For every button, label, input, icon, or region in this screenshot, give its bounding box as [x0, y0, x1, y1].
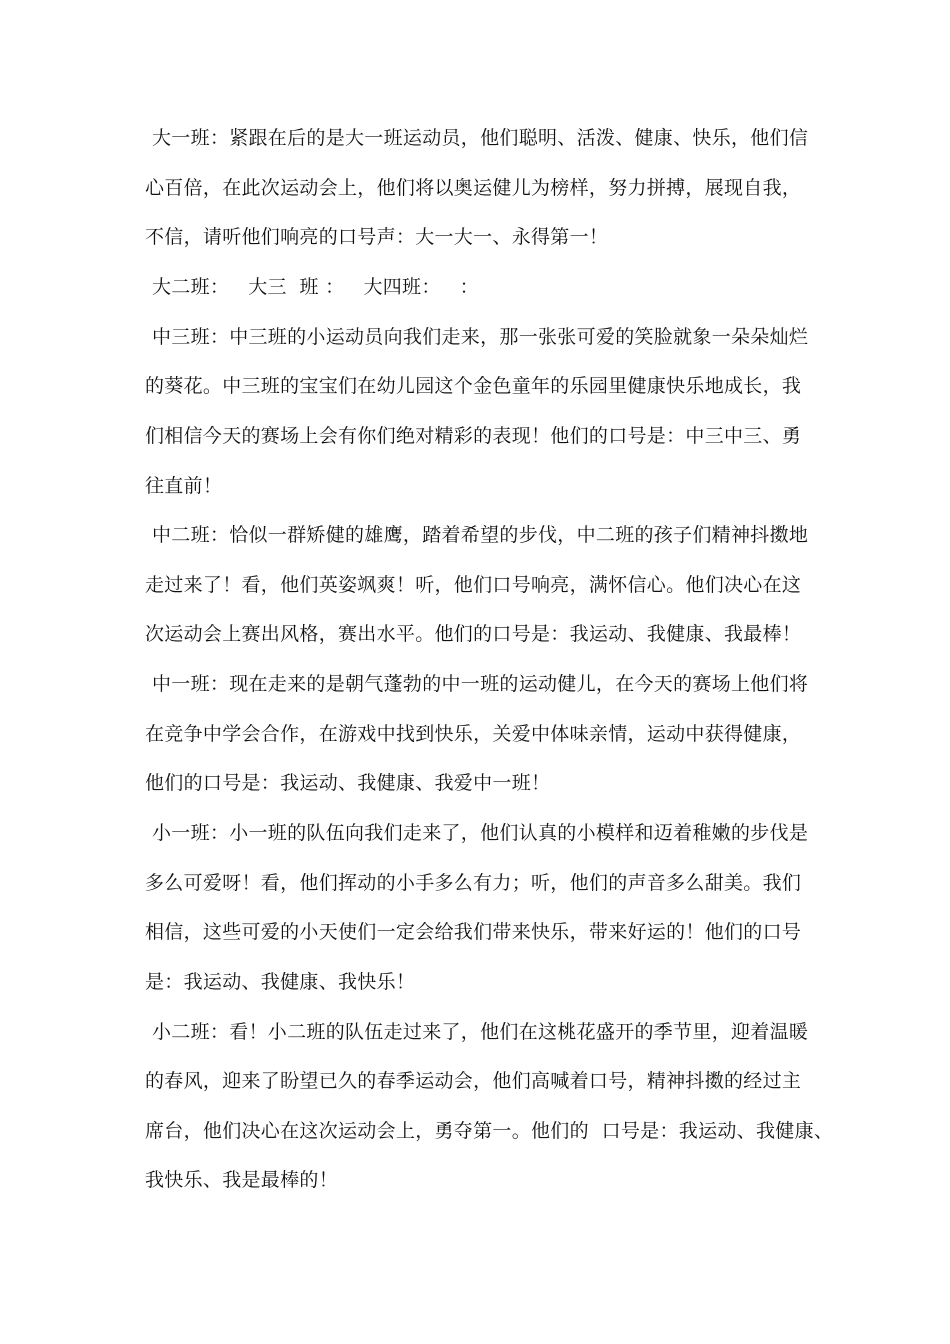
paragraph-xiao-yi-line-2: 多么可爱呀！看，他们挥动的小手多么有力；听，他们的声音多么甜美。我们: [145, 872, 802, 894]
paragraph-xiao-yi-line-4: 是：我运动、我健康、我快乐！: [145, 971, 416, 993]
paragraph-xiao-er-line-1: 小二班：看！小二班的队伍走过来了，他们在这桃花盛开的季节里，迎着温暖: [152, 1021, 809, 1043]
paragraph-zhong-er-line-3: 次运动会上赛出风格，赛出水平。他们的口号是：我运动、我健康、我最棒！: [145, 623, 802, 645]
paragraph-da-er-san-si: 大二班： 大三 班 ： 大四班： ：: [152, 276, 479, 298]
paragraph-xiao-er-line-4: 我快乐、我是最棒的！: [145, 1169, 339, 1191]
paragraph-zhong-er-line-1: 中二班：恰似一群矫健的雄鹰，踏着希望的步伐，中二班的孩子们精神抖擞地: [152, 524, 809, 546]
paragraph-da-yi-line-3: 不信，请听他们响亮的口号声：大一大一、永得第一！: [145, 226, 609, 248]
paragraph-zhong-yi-line-3: 他们的口号是：我运动、我健康、我爱中一班！: [145, 772, 551, 794]
paragraph-xiao-yi-line-1: 小一班：小一班的队伍向我们走来了，他们认真的小模样和迈着稚嫩的步伐是: [152, 822, 809, 844]
paragraph-da-yi-line-2: 心百倍，在此次运动会上，他们将以奥运健儿为榜样，努力拼搏，展现自我，: [145, 177, 802, 199]
paragraph-zhong-san-line-4: 往直前！: [145, 475, 223, 497]
paragraph-xiao-er-line-2: 的春风，迎来了盼望已久的春季运动会，他们高喊着口号，精神抖擞的经过主: [145, 1070, 802, 1092]
paragraph-zhong-san-line-2: 的葵花。中三班的宝宝们在幼儿园这个金色童年的乐园里健康快乐地成长，我: [145, 375, 802, 397]
paragraph-zhong-san-line-3: 们相信今天的赛场上会有你们绝对精彩的表现！他们的口号是：中三中三、勇: [145, 425, 802, 447]
paragraph-xiao-yi-line-3: 相信，这些可爱的小天使们一定会给我们带来快乐，带来好运的！他们的口号: [145, 921, 802, 943]
paragraph-zhong-er-line-2: 走过来了！看，他们英姿飒爽！听，他们口号响亮，满怀信心。他们决心在这: [145, 574, 802, 596]
paragraph-da-yi-line-1: 大一班：紧跟在后的是大一班运动员，他们聪明、活泼、健康、快乐，他们信: [152, 127, 809, 149]
paragraph-zhong-yi-line-1: 中一班：现在走来的是朝气蓬勃的中一班的运动健儿，在今天的赛场上他们将: [152, 673, 809, 695]
paragraph-xiao-er-line-3: 席台，他们决心在这次运动会上，勇夺第一。他们的 口号是：我运动、我健康、: [145, 1120, 834, 1142]
paragraph-zhong-san-line-1: 中三班：中三班的小运动员向我们走来，那一张张可爱的笑脸就象一朵朵灿烂: [152, 326, 809, 348]
paragraph-zhong-yi-line-2: 在竞争中学会合作，在游戏中找到快乐，关爱中体味亲情，运动中获得健康，: [145, 723, 802, 745]
